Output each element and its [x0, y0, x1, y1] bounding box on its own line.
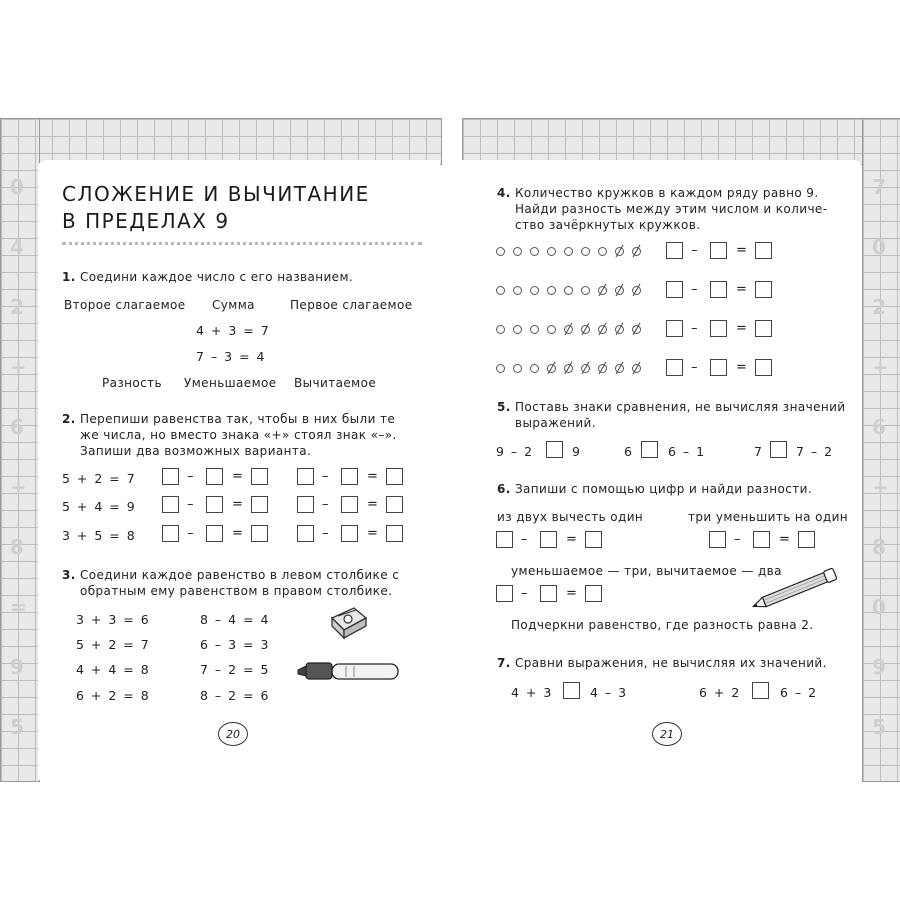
task4-row4-box-b[interactable] — [710, 359, 727, 376]
task4-row4-circle — [530, 364, 539, 373]
task4-row2-box-a[interactable] — [666, 281, 683, 298]
task4-row4-box-a[interactable] — [666, 359, 683, 376]
name-first-addend: Первое слагаемое — [290, 298, 413, 312]
task3-instruction-1: Соедини каждое равенство в левом столбике с — [79, 568, 400, 582]
task4-row3-circle — [530, 325, 539, 334]
task5-compare-box-1[interactable] — [546, 441, 563, 458]
task6-instruction: Запиши с помощью цифр и найди разности. — [514, 482, 813, 496]
task3-left-2: 5 + 2 = 7 — [76, 637, 151, 652]
task2-number: 2. — [62, 412, 76, 426]
task3-left-3: 4 + 4 = 8 — [76, 662, 151, 677]
task7-item1-left: 4 + 3 — [511, 685, 553, 700]
task4-row3-box-b[interactable] — [710, 320, 727, 337]
task2-row2-v2-box-a[interactable] — [297, 496, 314, 513]
task4-row2-circle — [564, 286, 573, 295]
task6-text — [497, 482, 812, 496]
task4-row3-circle — [496, 325, 505, 334]
task6-phrase-3: уменьшаемое — три, вычитаемое — два — [511, 564, 782, 578]
task2-row1-v2-box-c[interactable] — [386, 468, 403, 485]
task2-row1-v2-equals: = — [367, 469, 378, 484]
task1-equation-1: 4 + 3 = 7 — [196, 323, 271, 338]
task3-right-3: 7 – 2 = 5 — [200, 662, 270, 677]
task5-text-line1 — [497, 400, 846, 414]
task4-row1-equals: = — [736, 243, 747, 258]
task3-left-1: 3 + 3 = 6 — [76, 612, 151, 627]
page-number-left: 20 — [218, 722, 248, 746]
task7-instruction: Сравни выражения, не вычисляя их значений. — [514, 656, 827, 670]
task2-row1-v2-minus: – — [322, 469, 329, 484]
task3-number: 3. — [62, 568, 76, 582]
name-sum: Сумма — [212, 298, 255, 312]
task3-text-line1 — [62, 568, 399, 582]
task4-row2-circle — [581, 286, 590, 295]
right-glyphs-glyph: 0 — [872, 595, 886, 619]
task6-eq1-minus: – — [521, 532, 528, 547]
right-glyphs-glyph: 6 — [872, 415, 886, 439]
task2-row1-v1-box-c[interactable] — [251, 468, 268, 485]
task6-note: Подчеркни равенство, где разность равна 2. — [511, 618, 814, 632]
task2-row3-v1-box-b[interactable] — [206, 525, 223, 542]
left-glyphs-glyph: 2 — [10, 295, 24, 319]
task5-instruction-1: Поставь знаки сравнения, не вычисляя значений — [514, 400, 846, 414]
right-grid-side — [862, 118, 900, 782]
task2-row-1: 5 + 2 = 7 — [62, 471, 137, 486]
task6-phrase-2: три уменьшить на один — [688, 510, 849, 524]
task2-row3-v1-minus: – — [187, 526, 194, 541]
title-divider — [62, 242, 422, 245]
task5-item3-right: 7 – 2 — [796, 444, 834, 459]
task4-row2-circle — [513, 286, 522, 295]
task6-eq1-equals: = — [566, 532, 577, 547]
task6-eq2-equals: = — [779, 532, 790, 547]
task1-equation-2: 7 – 3 = 4 — [196, 349, 266, 364]
task5-number: 5. — [497, 400, 511, 414]
task4-row4-minus: – — [691, 360, 698, 375]
task2-row2-v2-minus: – — [322, 497, 329, 512]
task4-row2-equals: = — [736, 282, 747, 297]
task7-item1-right: 4 – 3 — [590, 685, 628, 700]
task4-row1-minus: – — [691, 243, 698, 258]
task4-row3-box-c[interactable] — [755, 320, 772, 337]
task6-eq3-box-c[interactable] — [585, 585, 602, 602]
task2-row1-v1-box-b[interactable] — [206, 468, 223, 485]
task2-row3-v2-box-a[interactable] — [297, 525, 314, 542]
task3-instruction-2: обратным ему равенством в правом столбике. — [80, 584, 393, 598]
task7-number: 7. — [497, 656, 511, 670]
task4-text-line1 — [497, 186, 819, 200]
task6-eq2-box-c[interactable] — [798, 531, 815, 548]
right-glyphs-glyph: 8 — [872, 535, 886, 559]
task2-row2-v2-box-b[interactable] — [341, 496, 358, 513]
task6-eq3-box-a[interactable] — [496, 585, 513, 602]
left-glyphs-glyph: 0 — [10, 175, 24, 199]
task1-text — [62, 270, 353, 284]
left-grid-side — [0, 118, 40, 782]
right-glyphs-glyph: + — [872, 475, 889, 499]
task3-left-4: 6 + 2 = 8 — [76, 688, 151, 703]
task7-compare-box-2[interactable] — [752, 682, 769, 699]
right-glyphs-glyph: 9 — [872, 655, 886, 679]
task7-item2-left: 6 + 2 — [699, 685, 741, 700]
task6-eq1-box-b[interactable] — [540, 531, 557, 548]
task2-row2-v1-equals: = — [232, 497, 243, 512]
left-glyphs-glyph: = — [10, 595, 27, 619]
task4-row3-box-a[interactable] — [666, 320, 683, 337]
name-difference: Разность — [102, 376, 163, 390]
task6-eq1-box-c[interactable] — [585, 531, 602, 548]
task4-row2-circle — [530, 286, 539, 295]
left-glyphs-glyph: 6 — [10, 415, 24, 439]
task4-instruction-3: ство зачёркнутых кружков. — [515, 218, 701, 232]
left-glyphs-glyph: 8 — [10, 535, 24, 559]
task4-row2-circle — [547, 286, 556, 295]
task4-row1-circle — [581, 247, 590, 256]
task2-row1-v1-box-a[interactable] — [162, 468, 179, 485]
task2-row3-v2-equals: = — [367, 526, 378, 541]
task5-item1-left: 9 – 2 — [496, 444, 534, 459]
task4-row3-circle — [547, 325, 556, 334]
task4-number: 4. — [497, 186, 511, 200]
task2-row2-v1-box-c[interactable] — [251, 496, 268, 513]
task6-eq3-minus: – — [521, 586, 528, 601]
right-glyphs-glyph: + — [872, 355, 889, 379]
task2-row2-v1-box-b[interactable] — [206, 496, 223, 513]
task5-compare-box-3[interactable] — [770, 441, 787, 458]
left-glyphs-glyph: 5 — [10, 715, 24, 739]
task2-row-2: 5 + 4 = 9 — [62, 499, 137, 514]
task4-row1-box-a[interactable] — [666, 242, 683, 259]
pencil-icon — [746, 568, 842, 612]
page-number-right: 21 — [652, 722, 682, 746]
task4-row2-box-c[interactable] — [755, 281, 772, 298]
task2-row3-v1-box-c[interactable] — [251, 525, 268, 542]
task5-instruction-2: выражений. — [515, 416, 596, 430]
task4-row2-minus: – — [691, 282, 698, 297]
right-glyphs-glyph: 2 — [872, 295, 886, 319]
task2-row1-v1-equals: = — [232, 469, 243, 484]
task2-row3-v2-box-b[interactable] — [341, 525, 358, 542]
task2-row1-v2-box-a[interactable] — [297, 468, 314, 485]
task4-row1-circle — [564, 247, 573, 256]
task6-eq2-box-b[interactable] — [753, 531, 770, 548]
task5-compare-box-2[interactable] — [641, 441, 658, 458]
task2-row3-v2-minus: – — [322, 526, 329, 541]
task4-instruction-2: Найди разность между этим числом и количе- — [515, 202, 828, 216]
task4-row3-minus: – — [691, 321, 698, 336]
task2-instruction-3: Запиши два возможных варианта. — [80, 444, 312, 458]
task4-row3-equals: = — [736, 321, 747, 336]
task6-eq2-minus: – — [734, 532, 741, 547]
task4-row1-circle — [496, 247, 505, 256]
left-glyphs-glyph: + — [10, 355, 27, 379]
task6-eq2-box-a[interactable] — [709, 531, 726, 548]
name-subtrahend: Вычитаемое — [294, 376, 377, 390]
task4-row4-circle — [513, 364, 522, 373]
left-glyphs-glyph: 4 — [10, 235, 24, 259]
task2-row2-v1-box-a[interactable] — [162, 496, 179, 513]
task4-row2-box-b[interactable] — [710, 281, 727, 298]
task6-eq3-equals: = — [566, 586, 577, 601]
left-grid-top — [0, 118, 442, 165]
task2-row3-v1-box-a[interactable] — [162, 525, 179, 542]
task2-text-line1 — [62, 412, 395, 426]
task2-row3-v2-box-c[interactable] — [386, 525, 403, 542]
task1-instruction: Соедини каждое число с его названием. — [79, 270, 354, 284]
page-title-line2: В ПРЕДЕЛАХ 9 — [62, 209, 230, 233]
task6-number: 6. — [497, 482, 511, 496]
sharpener-icon — [328, 604, 370, 640]
task5-item1-right: 9 — [572, 444, 582, 459]
right-glyphs-glyph: 0 — [872, 235, 886, 259]
task5-item3-left: 7 — [754, 444, 764, 459]
task2-row3-v1-equals: = — [232, 526, 243, 541]
task4-row1-box-c[interactable] — [755, 242, 772, 259]
task4-row1-box-b[interactable] — [710, 242, 727, 259]
task5-item2-left: 6 — [624, 444, 634, 459]
task4-row4-box-c[interactable] — [755, 359, 772, 376]
task4-row3-circle — [513, 325, 522, 334]
task7-compare-box-1[interactable] — [563, 682, 580, 699]
task2-row2-v2-equals: = — [367, 497, 378, 512]
left-glyphs-glyph: + — [10, 475, 27, 499]
task2-row-3: 3 + 5 = 8 — [62, 528, 137, 543]
task4-instruction-1: Количество кружков в каждом ряду равно 9. — [514, 186, 819, 200]
task6-phrase-1: из двух вычесть один — [497, 510, 644, 524]
task2-instruction-2: же числа, но вместо знака «+» стоял знак «–». — [80, 428, 397, 442]
task6-eq3-box-b[interactable] — [540, 585, 557, 602]
task1-number: 1. — [62, 270, 76, 284]
task7-text — [497, 656, 827, 670]
task2-row2-v2-box-c[interactable] — [386, 496, 403, 513]
task4-row1-circle — [513, 247, 522, 256]
task6-eq1-box-a[interactable] — [496, 531, 513, 548]
task4-row1-circle — [547, 247, 556, 256]
task2-row1-v2-box-b[interactable] — [341, 468, 358, 485]
marker-icon — [296, 656, 406, 688]
name-minuend: Уменьшаемое — [184, 376, 277, 390]
page-title-line1: СЛОЖЕНИЕ И ВЫЧИТАНИЕ — [62, 182, 370, 206]
task5-item2-right: 6 – 1 — [668, 444, 706, 459]
left-glyphs-glyph: 9 — [10, 655, 24, 679]
right-glyphs-glyph: 5 — [872, 715, 886, 739]
task4-row4-circle — [496, 364, 505, 373]
task4-row4-equals: = — [736, 360, 747, 375]
task4-row2-circle — [496, 286, 505, 295]
task7-item2-right: 6 – 2 — [780, 685, 818, 700]
right-glyphs-glyph: 7 — [872, 175, 886, 199]
task3-right-2: 6 – 3 = 3 — [200, 637, 270, 652]
right-grid-top — [462, 118, 900, 165]
task3-right-4: 8 – 2 = 6 — [200, 688, 270, 703]
task2-row1-v1-minus: – — [187, 469, 194, 484]
task3-right-1: 8 – 4 = 4 — [200, 612, 270, 627]
task4-row1-circle — [530, 247, 539, 256]
name-second-addend: Второе слагаемое — [64, 298, 186, 312]
task2-instruction-1: Перепиши равенства так, чтобы в них были те — [79, 412, 396, 426]
task4-row1-circle — [598, 247, 607, 256]
task2-row2-v1-minus: – — [187, 497, 194, 512]
